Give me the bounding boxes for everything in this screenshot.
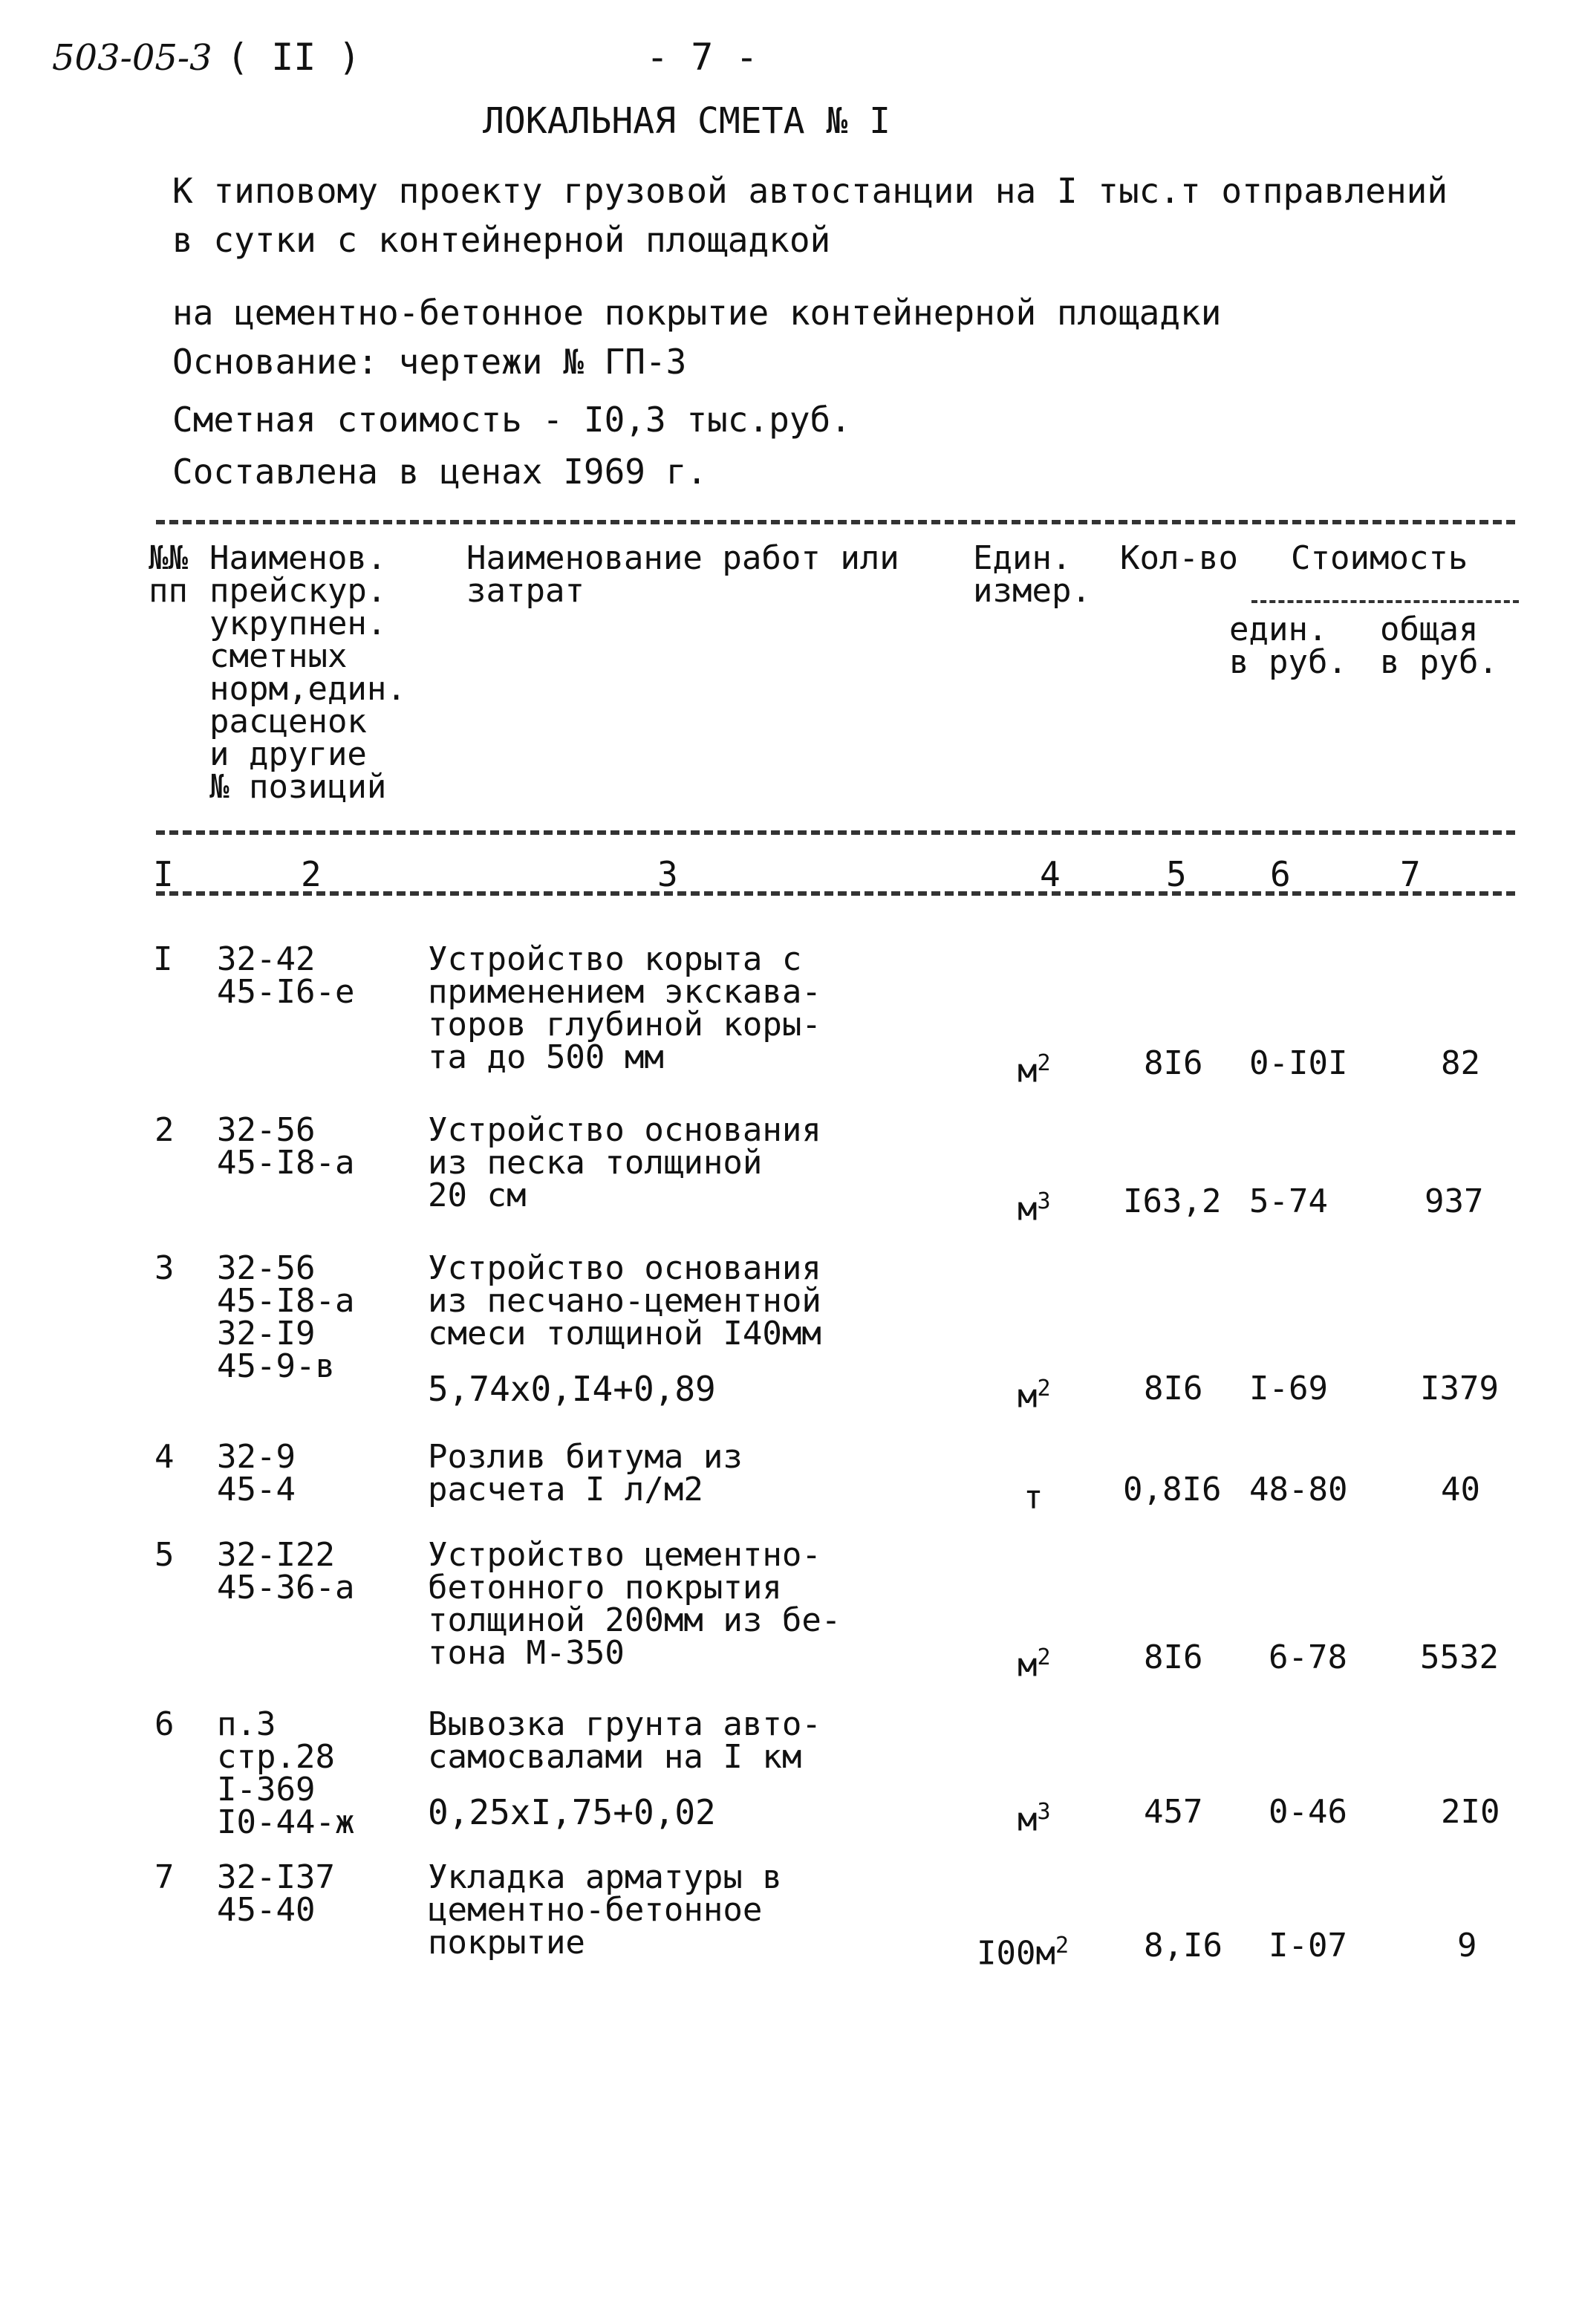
row-code: 32-9 45-4 xyxy=(217,1438,296,1508)
row-quantity: 457 xyxy=(1144,1793,1203,1831)
page-number: - 7 - xyxy=(646,36,758,79)
row-total: 9 xyxy=(1457,1927,1477,1965)
row-calculation: 5,74x0,I4+0,89 xyxy=(428,1369,716,1409)
row-unit: $м^2$ xyxy=(1018,1376,1051,1416)
row-calculation: 0,25xI,75+0,02 xyxy=(428,1792,716,1832)
col-number-1: I xyxy=(153,854,174,894)
header-bottom-rule xyxy=(156,830,1515,835)
row-code: 32-56 45-I8-а 32-I9 45-9-в xyxy=(217,1249,355,1385)
col-header-1: №№ пп xyxy=(149,539,188,610)
row-unit: $м^2$ xyxy=(1018,1050,1051,1090)
document-code: 503-05-3 xyxy=(52,37,212,79)
row-work-name: Устройство основания из песчано-цементной смеси толщиной I40мм xyxy=(428,1249,821,1353)
col-header-2: Наименов. прейскур. укрупнен. сметных норм,един. расценок и другие № позиций xyxy=(209,539,406,806)
row-work-name: Устройство цементно- бетонного покрытия толщиной 200мм из бе- тона М-350 xyxy=(428,1536,841,1672)
row-unit-price: 5-74 xyxy=(1249,1182,1328,1220)
table-top-rule xyxy=(156,520,1515,524)
row-unit-price: 48-80 xyxy=(1249,1471,1348,1508)
row-unit-price: 0-46 xyxy=(1269,1793,1347,1831)
col-number-4: 4 xyxy=(1040,854,1061,894)
col-number-7: 7 xyxy=(1400,854,1421,894)
row-total: 40 xyxy=(1441,1471,1480,1508)
column-numbers-rule xyxy=(156,891,1515,896)
row-number: 5 xyxy=(154,1536,175,1574)
row-unit-price: I-69 xyxy=(1249,1370,1328,1407)
row-number: I xyxy=(153,940,173,978)
row-number: 3 xyxy=(154,1249,175,1287)
row-unit: $м^3$ xyxy=(1018,1799,1051,1839)
row-number: 4 xyxy=(154,1438,175,1476)
row-code: 32-42 45-I6-е xyxy=(217,940,355,1011)
col-header-3: Наименование работ или затрат xyxy=(466,539,899,610)
row-quantity: 8I6 xyxy=(1144,1044,1203,1082)
row-unit: $I00м^2$ xyxy=(977,1933,1070,1973)
row-quantity: 8I6 xyxy=(1144,1370,1203,1407)
row-unit-price: 6-78 xyxy=(1269,1638,1347,1676)
col-number-3: 3 xyxy=(657,854,678,894)
col-header-cost: Стоимость xyxy=(1291,539,1468,577)
part-number: ( II ) xyxy=(227,36,361,79)
row-work-name: Устройство корыта с применением экскава- торов глубиной коры- та до 500 мм xyxy=(428,940,821,1076)
cost-subheader-rule xyxy=(1251,600,1519,603)
col-number-6: 6 xyxy=(1270,854,1291,894)
row-total: 2I0 xyxy=(1441,1793,1500,1831)
col-header-6: един. в руб. xyxy=(1229,611,1347,681)
row-quantity: 0,8I6 xyxy=(1123,1471,1222,1508)
row-total: 82 xyxy=(1441,1044,1480,1082)
row-code: 32-56 45-I8-а xyxy=(217,1111,355,1182)
row-number: 6 xyxy=(154,1705,175,1743)
row-unit-price: I-07 xyxy=(1269,1927,1347,1965)
col-number-5: 5 xyxy=(1166,854,1187,894)
row-total: I379 xyxy=(1420,1370,1499,1407)
row-quantity: 8,I6 xyxy=(1144,1927,1222,1965)
row-work-name: Вывозка грунта авто- самосвалами на I км xyxy=(428,1705,821,1776)
intro-line-6: Составлена в ценах I969 г. xyxy=(172,452,708,492)
row-code: 32-I37 45-40 xyxy=(217,1858,335,1929)
row-unit: $м^2$ xyxy=(1018,1644,1051,1685)
row-work-name: Розлив битума из расчета I л/м2 xyxy=(428,1438,743,1508)
col-header-5: Кол-во xyxy=(1120,539,1238,577)
intro-line-1: К типовому проекту грузовой автостанции на I тыс.т отправлений xyxy=(172,171,1448,211)
row-number: 7 xyxy=(154,1858,175,1896)
row-work-name: Устройство основания из песка толщиной 20 см xyxy=(428,1111,821,1214)
document-title: ЛОКАЛЬНАЯ СМЕТА № I xyxy=(483,100,891,142)
intro-line-4: Основание: чертежи № ГП-3 xyxy=(172,342,687,382)
col-header-7: общая в руб. xyxy=(1380,611,1498,681)
row-number: 2 xyxy=(154,1111,175,1149)
row-total: 5532 xyxy=(1420,1638,1499,1676)
row-unit: $м^3$ xyxy=(1018,1188,1051,1228)
row-quantity: I63,2 xyxy=(1123,1182,1222,1220)
row-total: 937 xyxy=(1425,1182,1484,1220)
intro-line-2: в сутки с контейнерной площадкой xyxy=(172,220,831,260)
row-quantity: 8I6 xyxy=(1144,1638,1203,1676)
intro-line-5: Сметная стоимость - I0,3 тыс.руб. xyxy=(172,400,851,440)
row-code: п.3 стр.28 I-369 I0-44-ж xyxy=(217,1705,355,1841)
row-unit-price: 0-I0I xyxy=(1249,1044,1348,1082)
row-code: 32-I22 45-36-а xyxy=(217,1536,355,1607)
intro-line-3: на цементно-бетонное покрытие контейнерной площадки xyxy=(172,293,1222,333)
col-number-2: 2 xyxy=(301,854,322,894)
row-unit: т xyxy=(1023,1478,1044,1517)
col-header-4: Един. измер. xyxy=(973,539,1091,610)
row-work-name: Укладка арматуры в цементно-бетонное покрытие xyxy=(428,1858,782,1962)
